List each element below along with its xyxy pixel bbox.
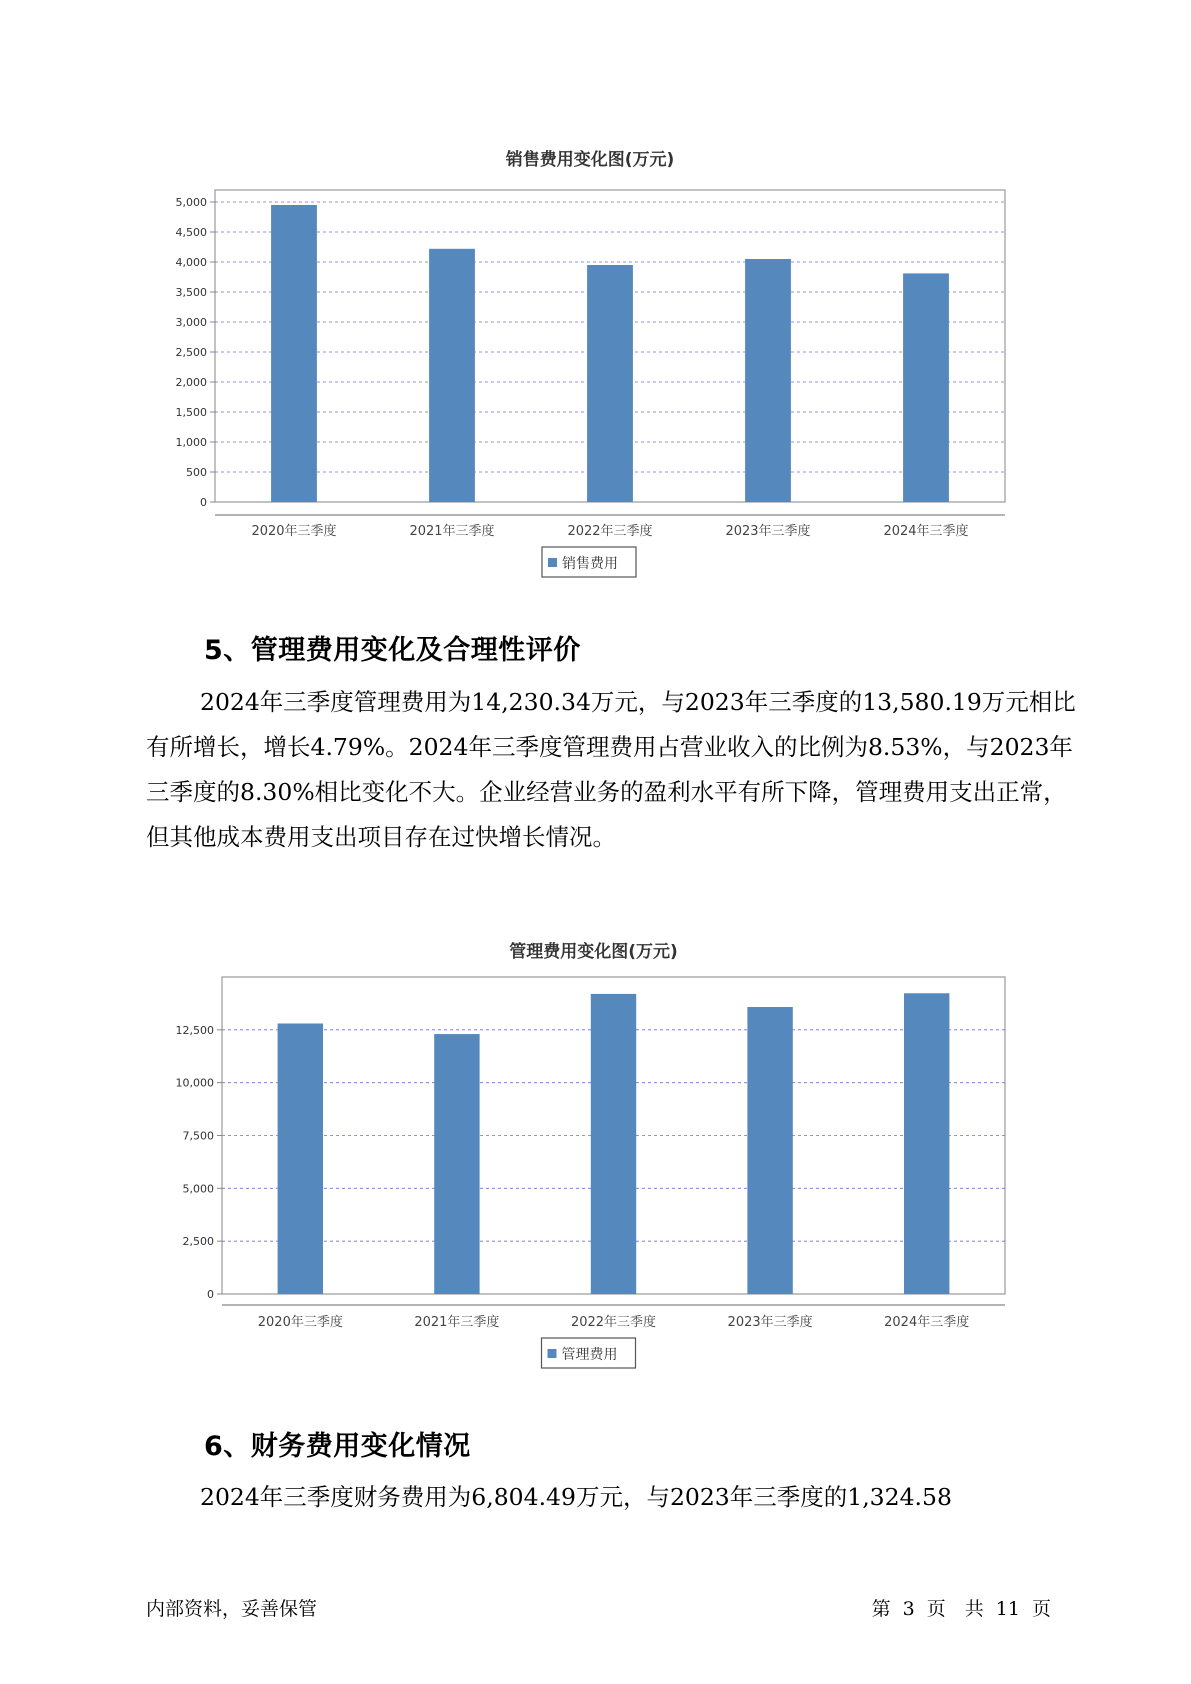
x-tick-label: 2024年三季度	[883, 524, 969, 539]
x-tick-label: 2023年三季度	[727, 1315, 813, 1330]
bar	[745, 259, 791, 502]
x-tick-label: 2023年三季度	[725, 524, 811, 539]
admin-expense-chart	[0, 935, 1191, 1395]
legend-label: 销售费用	[562, 556, 618, 572]
y-tick-label: 500	[186, 466, 207, 479]
y-tick-label: 5,000	[182, 1182, 214, 1196]
y-tick-label: 2,500	[182, 1235, 214, 1249]
bar	[587, 265, 633, 502]
y-tick-label: 0	[207, 1288, 214, 1301]
x-tick-label: 2024年三季度	[884, 1315, 970, 1330]
section-6-heading: 6、财务费用变化情况	[204, 1431, 471, 1462]
y-tick-label: 4,500	[175, 226, 207, 239]
y-tick-label: 7,500	[182, 1129, 214, 1143]
y-tick-label: 3,000	[175, 316, 207, 329]
section-5-paragraph: 2024年三季度管理费用为14,230.34万元，与2023年三季度的13,580.19万元相比有所增长，增长4.79%。2024年三季度管理费用占营业收入的比例为8.53%，与2023年三季度的8.30%相比变化不大。企业经营业务的盈利水平有所下降，管理费用支出正常，但其他成本费用支出项目存在过快增长情况。	[146, 688, 1076, 851]
y-tick-label: 0	[200, 496, 207, 509]
bar	[278, 1023, 323, 1294]
bar	[591, 994, 636, 1294]
bar	[434, 1034, 479, 1294]
legend-label: 管理费用	[561, 1347, 618, 1363]
bar	[904, 993, 949, 1294]
sales-expense-chart	[0, 135, 1191, 595]
y-tick-label: 3,500	[175, 286, 207, 299]
section-6-paragraph: 2024年三季度财务费用为6,804.49万元，与2023年三季度的1,324.58	[200, 1483, 952, 1511]
y-tick-label: 12,500	[175, 1023, 214, 1037]
x-tick-label: 2020年三季度	[257, 1315, 343, 1330]
x-tick-label: 2022年三季度	[567, 524, 653, 539]
y-tick-label: 4,000	[175, 256, 207, 269]
section-5-heading: 5、管理费用变化及合理性评价	[204, 635, 581, 666]
y-tick-label: 1,000	[175, 436, 207, 449]
x-tick-label: 2020年三季度	[251, 524, 337, 539]
y-tick-label: 5,000	[175, 196, 207, 209]
x-tick-label: 2022年三季度	[570, 1315, 657, 1330]
sales-expense-chart-svg	[0, 135, 1191, 595]
chart-title: 管理费用变化图(万元)	[509, 942, 678, 962]
y-tick-label: 10,000	[175, 1076, 214, 1090]
bar	[271, 205, 317, 502]
x-tick-label: 2021年三季度	[414, 1315, 500, 1330]
footer-confidential-note: 内部资料，妥善保管	[146, 1598, 318, 1620]
legend-swatch	[548, 1349, 557, 1358]
y-tick-label: 2,500	[175, 346, 207, 359]
y-tick-label: 1,500	[175, 406, 207, 419]
bar	[903, 273, 949, 502]
legend-swatch	[548, 558, 557, 567]
y-tick-label: 2,000	[175, 376, 207, 389]
admin-expense-chart-svg	[0, 935, 1191, 1395]
x-tick-label: 2021年三季度	[409, 524, 495, 539]
bar	[429, 249, 475, 502]
footer-page-number: 第 3 页 共 11 页	[871, 1598, 1051, 1620]
bar	[747, 1007, 792, 1294]
chart-title: 销售费用变化图(万元)	[505, 150, 675, 170]
